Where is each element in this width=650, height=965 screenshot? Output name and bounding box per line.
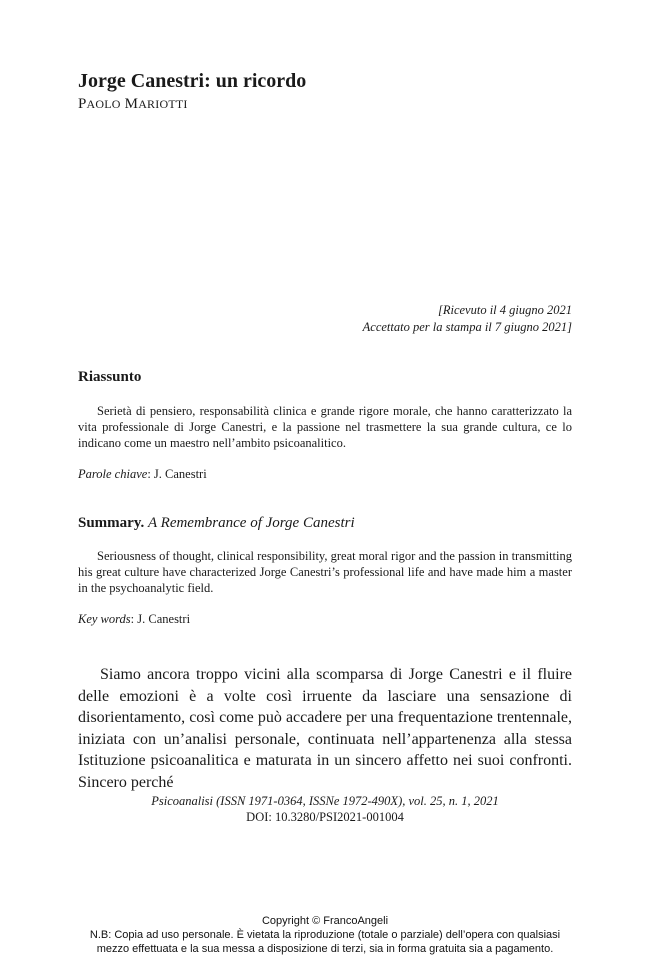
summary-text: Seriousness of thought, clinical responsibility, great moral rigor and the passion in transmitting his great culture have characterized Jorge Canestri’s professional life and have made him a master in the psychoanalytic field. xyxy=(78,549,572,595)
keywords-value: : J. Canestri xyxy=(130,612,191,626)
riassunto-heading: Riassunto xyxy=(78,369,142,385)
keywords-label: Key words xyxy=(78,612,131,626)
summary-label: Summary. xyxy=(78,515,145,531)
keywords-value: : J. Canestri xyxy=(147,467,207,481)
summary-heading xyxy=(78,515,355,532)
riassunto-keywords xyxy=(78,467,207,482)
accepted-line: Accettato per la stampa il 7 giugno 2021] xyxy=(362,320,572,334)
author-initial-first: P xyxy=(78,96,87,112)
article-title: Jorge Canestri: un ricordo xyxy=(78,70,307,92)
body-paragraph: Siamo ancora troppo vicini alla scomparsa di Jorge Canestri e il fluire delle emozioni è a volte così irruente da lasciare una sensazione di disorientamento, così come può accadere per una frequentazione trentennale, iniziata con un’analisi personale, continuata nell’appartenenza alla stessa Istituzione psicoanalitica e maturata in un sincero affetto nei suoi confronti. Sincero perché xyxy=(78,666,572,791)
copyright-line: Copyright © FrancoAngeli xyxy=(261,915,389,927)
received-dates xyxy=(363,302,572,336)
riassunto-text: Serietà di pensiero, responsabilità clinica e grande rigore morale, che hanno caratterizzato la vita professionale di Jorge Canestri, e la passione nel trasmettere la sua grande cultura, ce lo indicano come un maestro nell’ambito psicoanalitico. xyxy=(78,404,572,450)
author-rest-first: AOLO xyxy=(86,97,121,111)
received-line: [Ricevuto il 4 giugno 2021 xyxy=(437,303,572,317)
author-name xyxy=(78,96,188,113)
keywords-label: Parole chiave xyxy=(78,467,148,481)
doi: DOI: 10.3280/PSI2021-001004 xyxy=(246,810,404,824)
author-rest-last: ARIOTTI xyxy=(138,97,188,111)
summary-keywords xyxy=(78,612,190,627)
summary-subtitle: A Remembrance of Jorge Canestri xyxy=(148,515,355,531)
copyright-note-line: mezzo effettuata e la sua messa a disposizione di terzi, sia in forma gratuita sia a pagamento. xyxy=(96,943,554,955)
journal-citation: Psicoanalisi (ISSN 1971-0364, ISSNe 1972-490X), vol. 25, n. 1, 2021 xyxy=(151,794,499,808)
author-initial-last: M xyxy=(124,96,139,112)
copyright-note-line: N.B: Copia ad uso personale. È vietata la riproduzione (totale o parziale) dell’opera con qualsiasi xyxy=(89,929,561,941)
copyright-notice xyxy=(0,914,650,956)
